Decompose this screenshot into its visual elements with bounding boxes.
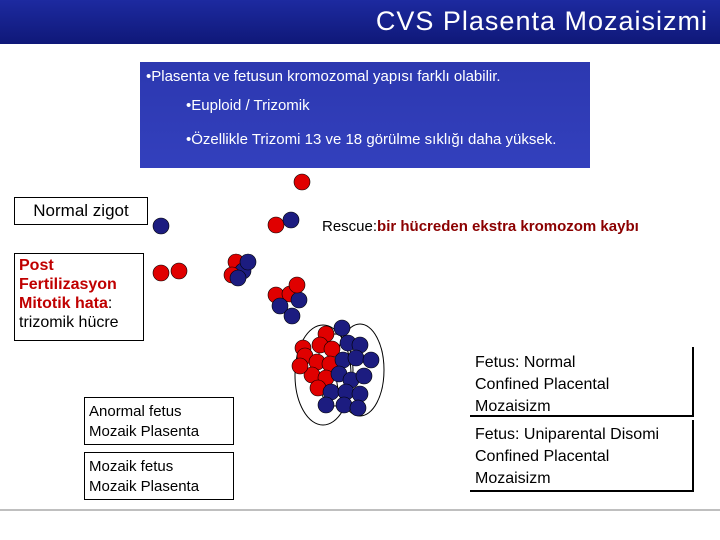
fetus1-line-3: Mozaisizm <box>475 398 551 415</box>
blue-cell <box>284 308 300 324</box>
blue-cell <box>283 212 299 228</box>
fetus2-line-3: Mozaisizm <box>475 470 551 487</box>
fetus2-line-2: Confined Placental <box>475 448 610 465</box>
red-cell <box>153 265 169 281</box>
blue-cell <box>291 292 307 308</box>
red-cell <box>171 263 187 279</box>
normal-zigot-label: Normal zigot <box>14 197 148 225</box>
info-line-1: •Plasenta ve fetusun kromozomal yapısı farklı olabilir. <box>146 68 501 85</box>
red-cell <box>292 358 308 374</box>
rescue-prefix: Rescue: <box>322 218 378 235</box>
trisomic-cell-text: : trizomik hücre <box>19 295 119 331</box>
info-line-3: •Özellikle Trizomi 13 ve 18 görülme sıklığı daha yüksek. <box>186 131 557 148</box>
blue-cell <box>240 254 256 270</box>
blue-cell <box>350 400 366 416</box>
info-line-2: •Euploid / Trizomik <box>186 97 310 114</box>
red-cell <box>268 217 284 233</box>
blue-cell <box>230 270 246 286</box>
red-cell <box>289 277 305 293</box>
anormal-line-2: Mozaik Plasenta <box>89 423 200 440</box>
blue-cell <box>352 386 368 402</box>
anormal-line-1: Anormal fetus <box>89 403 182 420</box>
rescue-text: bir hücreden ekstra kromozom kaybı <box>377 218 639 235</box>
blue-cell <box>334 320 350 336</box>
blue-cell <box>153 218 169 234</box>
mozaik-line-1: Mozaik fetus <box>89 458 174 475</box>
blue-cell <box>318 397 334 413</box>
blue-cell <box>336 397 352 413</box>
fetus2-line-1: Fetus: Uniparental Disomi <box>475 426 660 443</box>
red-cell <box>294 174 310 190</box>
post-fertilization-error-text: Post Fertilizasyon Mitotik hata <box>19 257 117 312</box>
blue-cell <box>356 368 372 384</box>
fetus1-line-1: Fetus: Normal <box>475 354 576 371</box>
mozaik-line-2: Mozaik Plasenta <box>89 478 200 495</box>
fetus1-line-2: Confined Placental <box>475 376 610 393</box>
blue-cell <box>363 352 379 368</box>
slide-title: CVS Plasenta Mozaisizmi <box>375 6 708 36</box>
blue-cell <box>348 350 364 366</box>
